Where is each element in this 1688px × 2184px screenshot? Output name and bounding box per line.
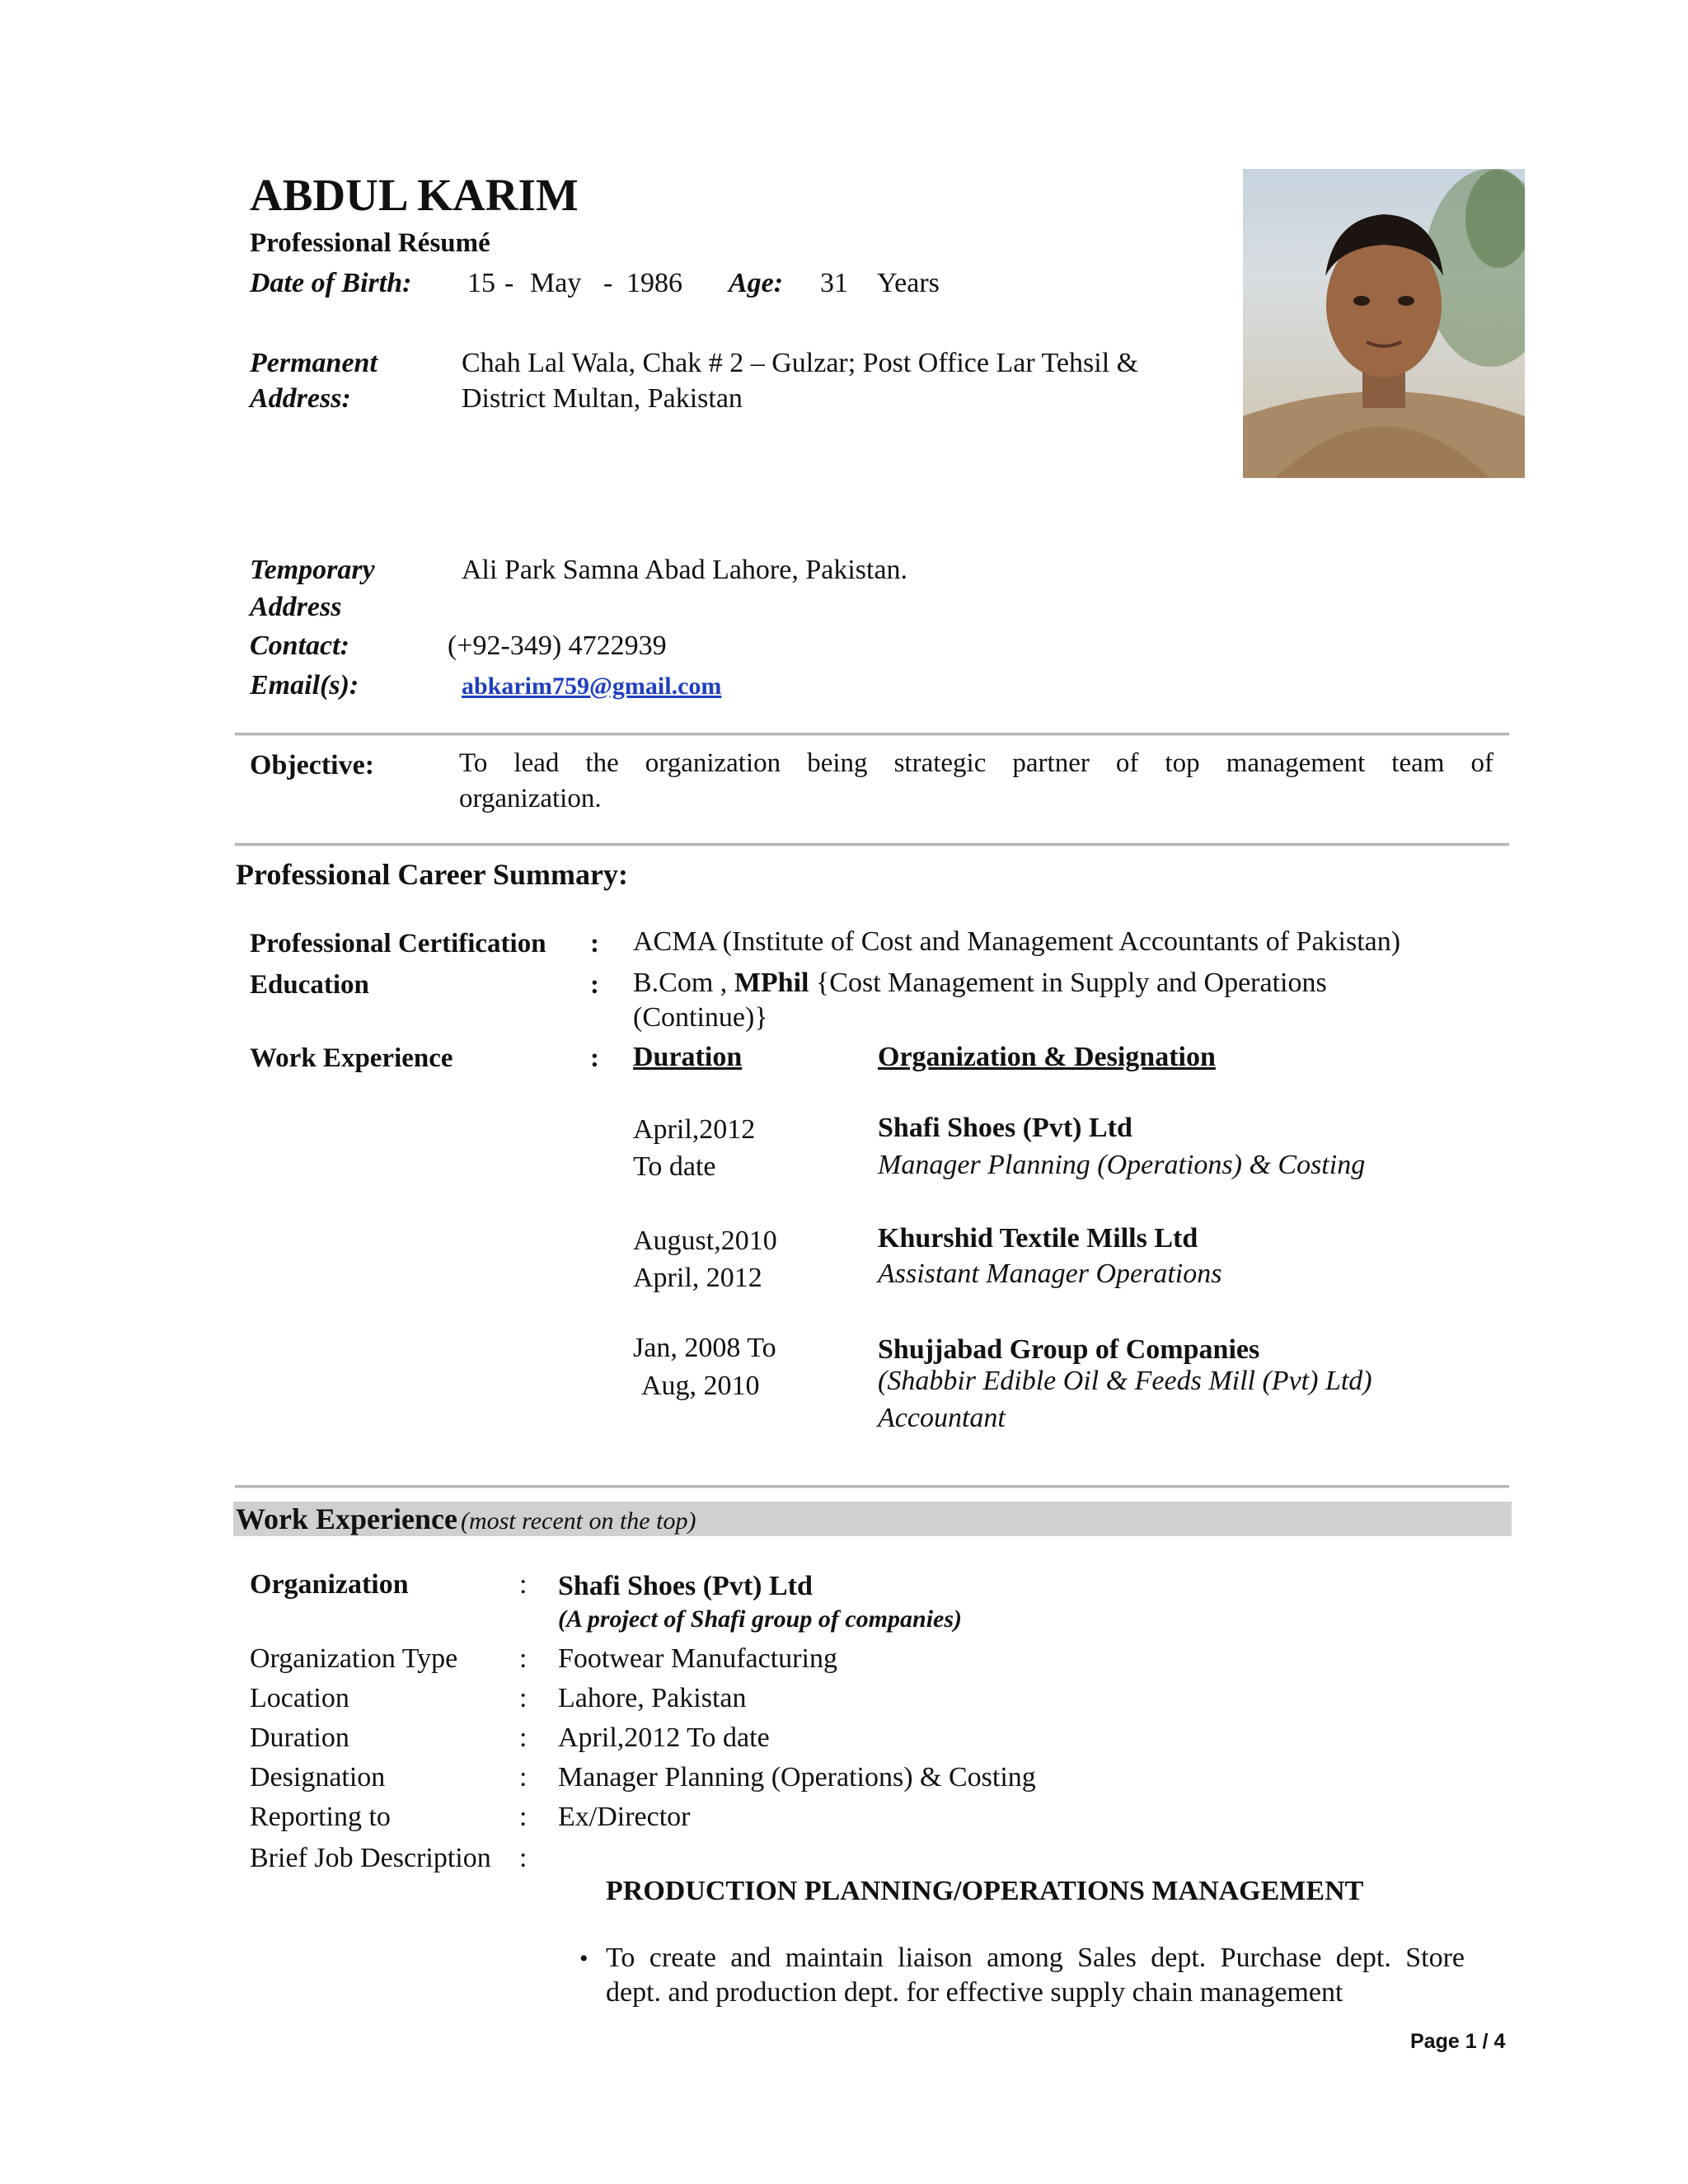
permanent-address-line-2: District Multan, Pakistan (462, 383, 743, 414)
org-type-value: Footwear Manufacturing (558, 1643, 837, 1674)
temporary-address: Ali Park Samna Abad Lahore, Pakistan. (462, 555, 908, 585)
job-2-role: Assistant Manager Operations (878, 1258, 1222, 1289)
resume-subtitle: Professional Résumé (250, 228, 490, 258)
organization-colon: : (519, 1569, 528, 1600)
divider-1 (235, 733, 1509, 736)
education-label: Education (250, 970, 369, 1000)
duration-column-header: Duration (633, 1042, 743, 1072)
job-1-role: Manager Planning (Operations) & Costing (878, 1150, 1366, 1180)
divider-2 (235, 843, 1509, 846)
org-type-colon: : (519, 1643, 528, 1674)
permanent-label-1: Permanent (250, 348, 377, 378)
education-value-line-2: (Continue)} (633, 1002, 768, 1033)
organization-subtitle: (A project of Shafi group of companies) (558, 1605, 963, 1633)
profile-photo (1243, 169, 1525, 478)
education-value (633, 968, 1327, 999)
job-3-to: Aug, 2010 (641, 1371, 760, 1401)
dob-day: 15 (467, 268, 495, 298)
email-link[interactable]: abkarim759@gmail.com (462, 673, 722, 700)
dob-month: May (530, 268, 582, 298)
temporary-label-2: Address (250, 592, 342, 622)
certification-value: ACMA (Institute of Cost and Management Accountants of Pakistan) (633, 926, 1401, 957)
job-1-organization: Shafi Shoes (Pvt) Ltd (878, 1113, 1132, 1143)
bullet-line-2: dept. and production dept. for effective supply chain management (606, 1977, 1343, 2008)
age-unit: Years (877, 268, 940, 298)
certification-colon: : (590, 929, 599, 958)
designation-value: Manager Planning (Operations) & Costing (558, 1762, 1036, 1793)
operations-section-title: PRODUCTION PLANNING/OPERATIONS MANAGEMENT (606, 1876, 1364, 1906)
job-3-from: Jan, 2008 To (633, 1333, 776, 1363)
work-experience-heading-note: (most recent on the top) (460, 1507, 696, 1535)
job-2-from: August,2010 (633, 1226, 777, 1256)
job-3-organization: Shujjabad Group of Companies (878, 1334, 1260, 1365)
contact-label: Contact: (250, 630, 349, 661)
reporting-to-colon: : (519, 1802, 528, 1832)
job-3-role: Accountant (878, 1403, 1006, 1433)
location-label: Location (250, 1683, 349, 1713)
organization-value: Shafi Shoes (Pvt) Ltd (558, 1571, 813, 1601)
duration-label: Duration (250, 1722, 349, 1753)
work-experience-label: Work Experience (250, 1043, 453, 1073)
job-2-organization: Khurshid Textile Mills Ltd (878, 1223, 1198, 1254)
duration-colon: : (519, 1722, 528, 1753)
temporary-label-1: Temporary (250, 555, 375, 585)
location-value: Lahore, Pakistan (558, 1683, 747, 1713)
dob-sep-1: - (504, 268, 514, 298)
org-type-label: Organization Type (250, 1643, 458, 1674)
divider-3 (235, 1485, 1509, 1488)
organization-label: Organization (250, 1569, 409, 1600)
education-degree-2: MPhil (734, 968, 809, 998)
job-1-to: To date (633, 1151, 716, 1182)
location-colon: : (519, 1683, 528, 1713)
contact-phone: (+92-349) 4722939 (448, 630, 667, 661)
reporting-to-label: Reporting to (250, 1802, 391, 1832)
permanent-label-2: Address: (250, 383, 351, 414)
email-label: Email(s): (250, 670, 359, 701)
education-rest: {Cost Management in Supply and Operations (809, 968, 1327, 998)
designation-colon: : (519, 1762, 528, 1793)
dob-year: 1986 (626, 268, 682, 298)
dob-label: Date of Birth: (250, 268, 412, 298)
objective-line-1: To lead the organization being strategic partner of top management team of (459, 748, 1493, 778)
job-2-to: April, 2012 (633, 1263, 762, 1293)
bullet-dot: • (579, 1945, 588, 1972)
dob-sep-2: - (603, 268, 613, 298)
work-experience-colon: : (590, 1043, 599, 1073)
organization-column-header: Organization & Designation (878, 1042, 1216, 1072)
summary-heading: Professional Career Summary: (236, 858, 628, 891)
education-colon: : (590, 970, 599, 1000)
objective-line-2: organization. (459, 784, 602, 813)
permanent-address-line-1: Chah Lal Wala, Chak # 2 – Gulzar; Post Office Lar Tehsil & (462, 348, 1139, 378)
duration-value: April,2012 To date (558, 1722, 770, 1753)
work-experience-heading-text: Work Experience (236, 1502, 457, 1535)
age-value: 31 (820, 268, 848, 298)
job-description-label: Brief Job Description (250, 1843, 491, 1873)
reporting-to-value: Ex/Director (558, 1802, 691, 1832)
certification-label: Professional Certification (250, 929, 546, 958)
age-label: Age: (729, 268, 784, 298)
job-description-colon: : (519, 1843, 528, 1873)
bullet-line-1: To create and maintain liaison among Sales dept. Purchase dept. Store (606, 1943, 1465, 1973)
objective-label: Objective: (250, 750, 375, 780)
job-1-from: April,2012 (633, 1114, 756, 1145)
candidate-name: ABDUL KARIM (250, 170, 579, 220)
job-3-subsidiary: (Shabbir Edible Oil & Feeds Mill (Pvt) Ltd) (878, 1366, 1372, 1396)
education-degree-1: B.Com , (633, 968, 734, 998)
page-number: Page 1 / 4 (1410, 2030, 1506, 2053)
designation-label: Designation (250, 1762, 386, 1793)
work-experience-heading (236, 1502, 696, 1536)
